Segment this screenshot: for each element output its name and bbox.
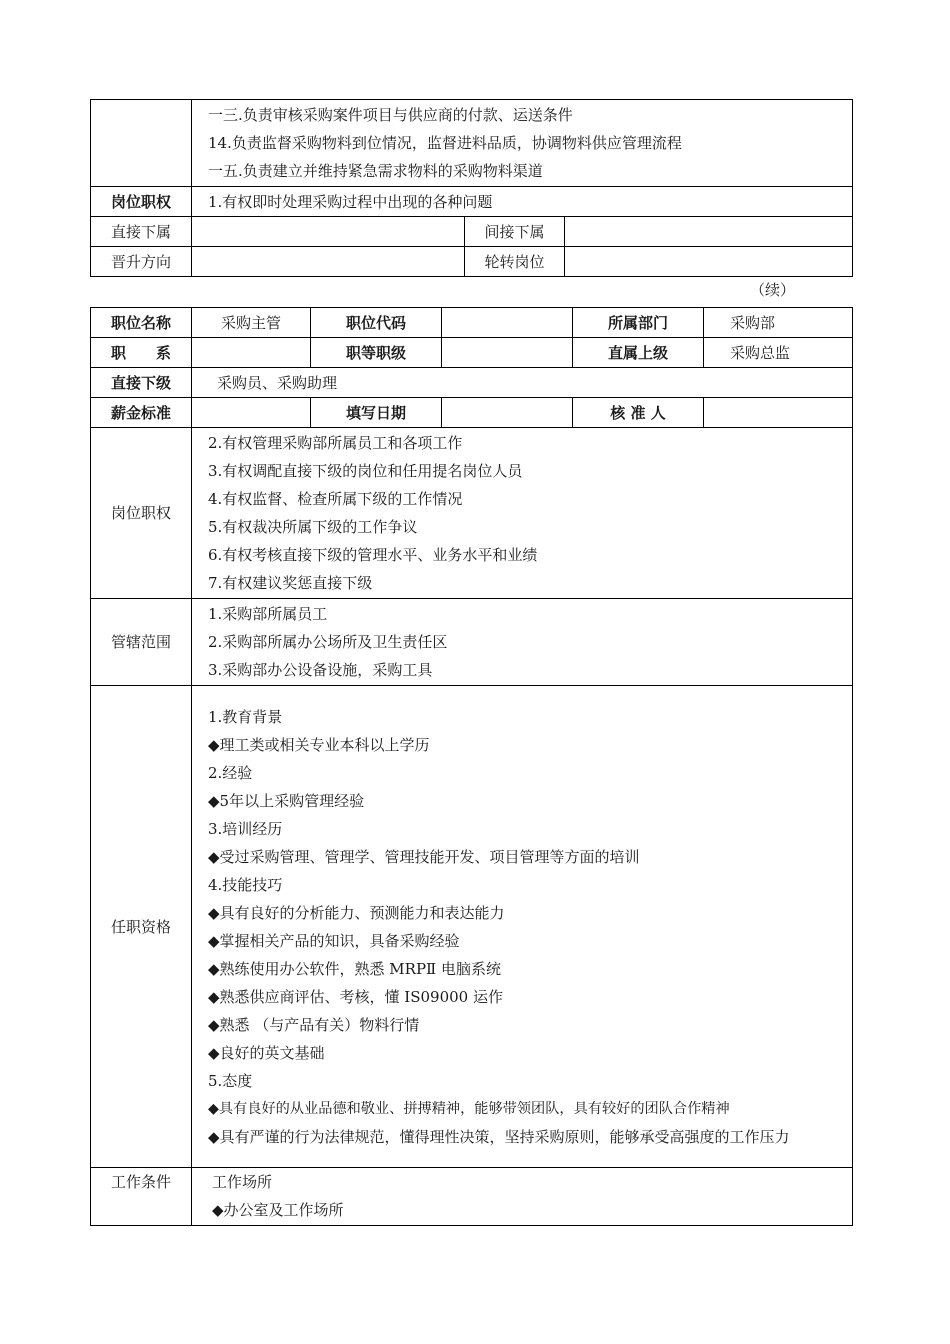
top-table [90,99,853,277]
scope-line: 3.采购部办公设备设施，采购工具 [208,661,433,679]
date-value [442,398,573,428]
authority-line: 4.有权监督、检查所属下级的工作情况 [208,490,463,508]
dept-value: 采购部 [704,308,853,338]
direct-sub-value [192,217,465,247]
date-label: 填写日期 [311,398,442,428]
qual-line: 1.教育背景 [208,707,283,726]
qual-line: ◆理工类或相关专业本科以上学历 [208,735,430,754]
qual-line: ◆熟悉供应商评估、考核，懂 IS09000 运作 [208,987,503,1006]
qual-line: 2.经验 [208,763,253,782]
promotion-value [192,247,465,277]
authority-label: 岗位职权 [91,428,192,599]
direct-sub-label: 直接下属 [91,217,192,247]
authority-line: 5.有权裁决所属下级的工作争议 [208,518,418,536]
qual-line: ◆具有严谨的行为法律规范，懂得理性决策，坚持采购原则，能够承受高强度的工作压力 [208,1127,790,1146]
authority-line: 3.有权调配直接下级的岗位和任用提名岗位人员 [208,462,523,480]
work-condition-label: 工作条件 [91,1168,192,1226]
qual-line: 5.态度 [208,1071,253,1090]
duty-line: 14.负责监督采购物料到位情况，监督进料品质，协调物料供应管理流程 [208,134,682,152]
empty-label-cell [91,100,192,187]
qual-line: ◆良好的英文基础 [208,1043,325,1062]
approver-value [704,398,853,428]
job-description-table [90,307,853,1226]
qual-line: ◆熟悉 （与产品有关）物料行情 [208,1015,420,1034]
dept-label: 所属部门 [573,308,704,338]
salary-value [192,398,311,428]
authority-label: 岗位职权 [91,187,192,217]
authority-line: 6.有权考核直接下级的管理水平、业务水平和业绩 [208,546,538,564]
subordinate-label: 直接下级 [91,368,192,398]
scope-line: 1.采购部所属员工 [208,605,328,623]
work-condition-line: ◆办公室及工作场所 [212,1201,344,1219]
authority-cell [192,428,853,599]
rotation-label: 轮转岗位 [465,247,565,277]
qual-line: ◆掌握相关产品的知识，具备采购经验 [208,931,460,950]
duties-cell [192,100,853,187]
qualification-cell [192,686,853,1168]
qual-line: ◆具有良好的分析能力、预测能力和表达能力 [208,903,505,922]
qualification-label: 任职资格 [91,686,192,1168]
authority-text: 1.有权即时处理采购过程中出现的各种问题 [192,187,853,217]
indirect-sub-value [565,217,853,247]
promotion-label: 晋升方向 [91,247,192,277]
rotation-value [565,247,853,277]
scope-label: 管辖范围 [91,599,192,686]
qual-line: 3.培训经历 [208,819,283,838]
grade-value [442,338,573,368]
superior-value: 采购总监 [704,338,853,368]
job-name-label: 职位名称 [91,308,192,338]
subordinate-value: 采购员、采购助理 [192,368,853,398]
qual-line: ◆具有良好的从业品德和敬业、拼搏精神，能够带领团队，具有较好的团队合作精神 [208,1100,730,1117]
job-name-value: 采购主管 [192,308,311,338]
qual-line: ◆5年以上采购管理经验 [208,791,365,810]
qual-line: ◆受过采购管理、管理学、管理技能开发、项目管理等方面的培训 [208,847,640,866]
superior-label: 直属上级 [573,338,704,368]
grade-label: 职等职级 [311,338,442,368]
job-code-label: 职位代码 [311,308,442,338]
salary-label: 薪金标准 [91,398,192,428]
continued-label: （续） [750,281,796,299]
duty-line: 一五.负责建立并维持紧急需求物料的采购物料渠道 [208,162,543,180]
scope-cell [192,599,853,686]
scope-line: 2.采购部所属办公场所及卫生责任区 [208,633,448,651]
qual-line: ◆熟练使用办公软件，熟悉 MRPⅡ 电脑系统 [208,959,502,978]
qual-line: 4.技能技巧 [208,875,283,894]
approver-label: 核 准 人 [573,398,704,428]
position-value [192,338,311,368]
indirect-sub-label: 间接下属 [465,217,565,247]
job-code-value [442,308,573,338]
duty-line: 一三.负责审核采购案件项目与供应商的付款、运送条件 [208,106,573,124]
work-condition-line: 工作场所 [212,1173,273,1191]
work-condition-cell [192,1168,853,1226]
position-label: 职 系 [91,338,192,368]
authority-line: 2.有权管理采购部所属员工和各项工作 [208,434,463,452]
authority-line: 7.有权建议奖惩直接下级 [208,574,373,592]
